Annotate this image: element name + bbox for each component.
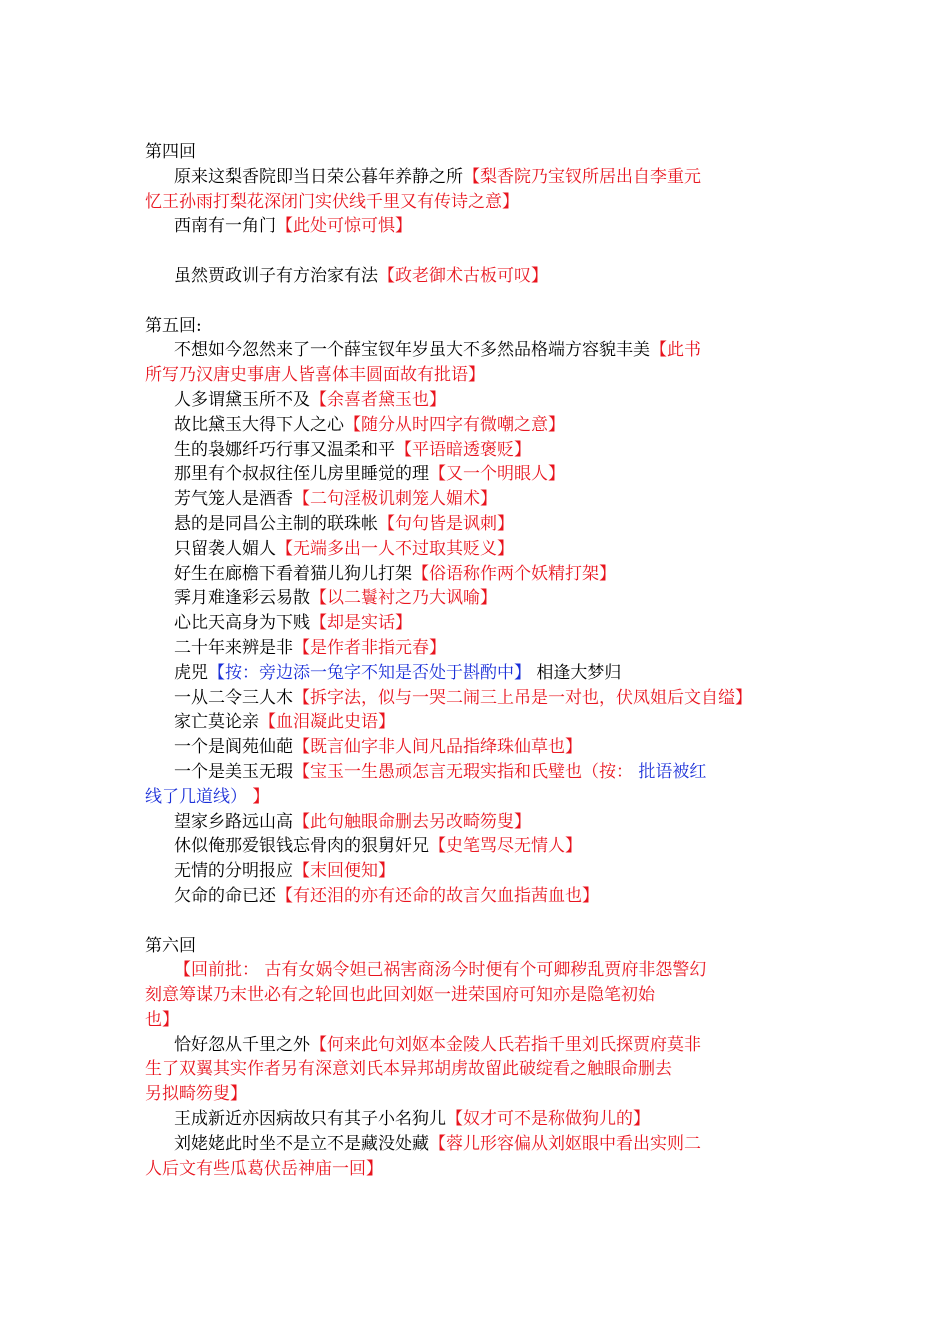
text-segment: 生的袅娜纤巧行事又温柔和平 — [174, 439, 395, 460]
text-segment: 相逢大梦归 — [531, 662, 622, 683]
text-line — [145, 810, 825, 835]
annotation-segment: 【回前批： 古有女娲令妲己祸害商汤今时便有个可卿秽乱贾府非怨警幻 — [174, 960, 707, 981]
annotation-segment: 忆王孙雨打梨花深闭门实伏线千里又有传诗之意】 — [145, 191, 519, 212]
annotation-segment: 【此书 — [650, 340, 701, 361]
text-line — [145, 264, 825, 289]
text-line — [145, 710, 825, 735]
text-segment: 故比黛玉大得下人之心 — [174, 414, 344, 435]
annotation-segment: 【以二鬟衬之乃大讽喻】 — [310, 588, 497, 609]
text-segment: 西南有一角门 — [174, 216, 276, 237]
text-segment: 心比天高身为下贱 — [174, 613, 310, 634]
annotation-segment: 【句句皆是讽刺】 — [378, 513, 514, 534]
annotation-segment: 刻意筹谋乃末世必有之轮回也此回刘妪一进荣国府可知亦是隐笔初始 — [145, 985, 655, 1006]
text-line — [145, 611, 825, 636]
annotation-segment: 【此句触眼命删去另改畸笏叟】 — [293, 811, 531, 832]
annotation-segment: 【既言仙字非人间凡品指绛珠仙草也】 — [293, 737, 582, 758]
text-segment: 虎兕 — [174, 662, 208, 683]
text-line — [145, 884, 825, 909]
annotation-segment: 【拆字法，似与一哭二闹三上吊是一对也，伏凤姐后文自缢】 — [293, 687, 752, 708]
text-segment: 芳气笼人是酒香 — [174, 489, 293, 510]
annotation-segment: 所写乃汉唐史事唐人皆喜体丰圆面故有批语】 — [145, 365, 485, 386]
text-segment: 望家乡路远山高 — [174, 811, 293, 832]
text-line — [145, 958, 825, 983]
text-segment: 一个是阆苑仙葩 — [174, 737, 293, 758]
text-line — [145, 1008, 825, 1033]
text-segment: 霁月难逢彩云易散 — [174, 588, 310, 609]
text-segment: 悬的是同昌公主制的联珠帐 — [174, 513, 378, 534]
text-segment: 王成新近亦因病故只有其子小名狗儿 — [174, 1109, 446, 1130]
text-line — [145, 785, 825, 810]
blank-line — [145, 909, 825, 934]
text-segment: 刘姥姥此时坐不是立不是藏没处藏 — [174, 1133, 429, 1154]
text-segment: 一个是美玉无瑕 — [174, 761, 293, 782]
annotation-segment: 】 — [247, 786, 270, 807]
text-line — [145, 934, 825, 959]
text-segment: 人多谓黛玉所不及 — [174, 389, 310, 410]
text-line — [145, 462, 825, 487]
text-line — [145, 1107, 825, 1132]
text-line — [145, 338, 825, 363]
annotation-segment: 【有还泪的亦有还命的故言欠血指茜血也】 — [276, 885, 599, 906]
note-segment: 批语被红 — [633, 761, 707, 782]
text-line — [145, 314, 825, 339]
text-segment: 不想如今忽然来了一个薛宝钗年岁虽大不多然品格端方容貌丰美 — [174, 340, 650, 361]
annotation-segment: 【史笔骂尽无情人】 — [429, 836, 582, 857]
text-segment: 二十年来辨是非 — [174, 637, 293, 658]
text-segment: 第六回 — [145, 935, 196, 956]
text-line — [145, 140, 825, 165]
annotation-segment: 【血泪凝此史语】 — [259, 712, 395, 733]
text-line — [145, 562, 825, 587]
text-line — [145, 388, 825, 413]
text-line — [145, 834, 825, 859]
text-segment: 恰好忽从千里之外 — [174, 1034, 310, 1055]
text-line — [145, 1132, 825, 1157]
annotation-segment: 【此处可惊可惧】 — [276, 216, 412, 237]
text-line — [145, 760, 825, 785]
text-segment: 家亡莫论亲 — [174, 712, 259, 733]
annotation-segment: 【无端多出一人不过取其贬义】 — [276, 538, 514, 559]
annotation-segment: 【又一个明眼人】 — [429, 464, 565, 485]
annotation-segment: 生了双翼其实作者另有深意刘氏本异邦胡虏故留此破绽看之触眼命删去 — [145, 1059, 672, 1080]
text-line — [145, 413, 825, 438]
text-segment: 一从二令三人木 — [174, 687, 293, 708]
annotation-segment: 也】 — [145, 1009, 179, 1030]
annotation-segment: 【政老御术古板可叹】 — [378, 265, 548, 286]
text-line — [145, 1033, 825, 1058]
text-segment: 原来这梨香院即当日荣公暮年养静之所 — [174, 166, 463, 187]
annotation-segment: 【是作者非指元春】 — [293, 637, 446, 658]
annotation-segment: 【何来此句刘妪本金陵人氏若指千里刘氏探贾府莫非 — [310, 1034, 701, 1055]
annotation-segment: 【奴才可不是称做狗儿的】 — [446, 1109, 650, 1130]
text-line — [145, 363, 825, 388]
text-segment: 那里有个叔叔往侄儿房里睡觉的理 — [174, 464, 429, 485]
text-line — [145, 735, 825, 760]
text-segment: 好生在廊檐下看着猫儿狗儿打架 — [174, 563, 412, 584]
annotation-segment: 【末回便知】 — [293, 861, 395, 882]
document-body — [145, 140, 825, 1181]
text-line — [145, 686, 825, 711]
annotation-segment: 【梨香院乃宝钗所居出自李重元 — [463, 166, 701, 187]
text-line — [145, 1057, 825, 1082]
text-segment: 第四回 — [145, 142, 196, 162]
text-line — [145, 438, 825, 463]
annotation-segment: 【蓉儿形容偏从刘妪眼中看出实则二 — [429, 1133, 701, 1154]
text-line — [145, 165, 825, 190]
text-line — [145, 537, 825, 562]
text-line — [145, 983, 825, 1008]
annotation-segment: 【俗语称作两个妖精打架】 — [412, 563, 616, 584]
text-line — [145, 636, 825, 661]
annotation-segment: 【却是实话】 — [310, 613, 412, 634]
annotation-segment: 【二句淫极讥刺笼人媚术】 — [293, 489, 497, 510]
text-segment: 休似俺那爱银钱忘骨肉的狠舅奸兄 — [174, 836, 429, 857]
text-segment: 欠命的命已还 — [174, 885, 276, 906]
annotation-segment: 【随分从时四字有微嘲之意】 — [344, 414, 565, 435]
text-line — [145, 512, 825, 537]
text-line — [145, 586, 825, 611]
text-segment: 虽然贾政训子有方治家有法 — [174, 265, 378, 286]
annotation-segment: 【平语暗透褒贬】 — [395, 439, 531, 460]
text-line — [145, 190, 825, 215]
note-segment: 【按：旁边添一兔字不知是否处于斟酌中】 — [208, 662, 531, 683]
text-line — [145, 661, 825, 686]
text-line — [145, 1157, 825, 1182]
text-line — [145, 487, 825, 512]
text-segment: 无情的分明报应 — [174, 861, 293, 882]
annotation-segment: 【余喜者黛玉也】 — [310, 389, 446, 410]
note-segment: 线了几道线） — [145, 786, 247, 807]
annotation-segment: 另拟畸笏叟】 — [145, 1084, 247, 1105]
text-segment: 只留袭人媚人 — [174, 538, 276, 559]
annotation-segment: 人后文有些瓜葛伏岳神庙一回】 — [145, 1158, 383, 1179]
text-segment: 第五回: — [145, 315, 202, 336]
text-line — [145, 859, 825, 884]
text-line — [145, 214, 825, 239]
text-line — [145, 1082, 825, 1107]
blank-line — [145, 289, 825, 314]
blank-line — [145, 239, 825, 264]
annotation-segment: 【宝玉一生愚顽怎言无瑕实指和氏璧也（按： — [293, 761, 633, 782]
